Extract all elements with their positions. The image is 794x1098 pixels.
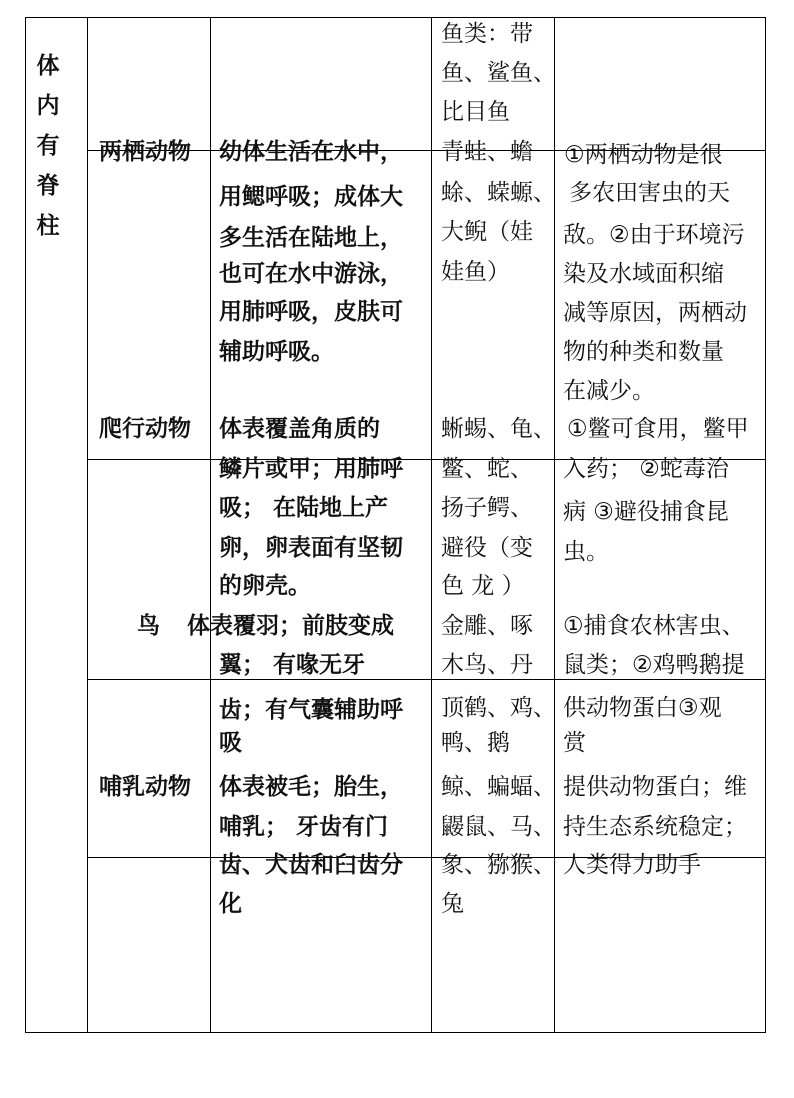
reptile-example-line: 色 龙 ） (441, 573, 525, 599)
mammal-feature-line: 化 (219, 891, 242, 917)
reptile-example-line: 鳖、蛇、 (441, 456, 533, 482)
amphibian-relation-line: 多农田害虫的天 (569, 180, 730, 206)
amphibian-example-line: 蜍、蝾螈、 (441, 180, 556, 206)
table-border-top (25, 17, 766, 18)
table-divider-col1 (87, 17, 88, 1033)
reptile-example-line: 蜥蜴、龟、 (441, 416, 556, 442)
bird-relation-line: ①捕食农林害虫、 (563, 613, 745, 639)
reptile-feature-line: 体表覆盖角质的 (219, 416, 380, 442)
reptile-feature-line: 卵，卵表面有坚韧 (219, 535, 403, 561)
bird-feature-line: 翼； 有喙无牙 (219, 652, 366, 678)
bird-relation-line: 赏 (563, 730, 586, 756)
amphibian-feature-line: 幼体生活在水中， (219, 139, 403, 165)
table-divider-col3 (431, 17, 432, 1033)
fish-examples-line: 鱼、鲨鱼、 (441, 60, 556, 86)
amphibian-example-line: 大鲵（娃 (441, 219, 533, 245)
table-border-bottom (25, 1032, 766, 1033)
reptile-feature-line: 鳞片或甲；用肺呼 (219, 456, 403, 482)
reptile-relation-line: 虫。 (563, 539, 609, 565)
mammal-example-line: 象、猕猴、 (441, 852, 556, 878)
table-border-left (25, 17, 26, 1033)
bird-feature-line: 齿；有气囊辅助呼 (219, 697, 403, 723)
mammal-feature-line: 体表被毛；胎生， (219, 774, 403, 800)
mammal-feature-line: 齿、犬齿和臼齿分 (219, 852, 403, 878)
amphibian-relation-line: 染及水域面积缩 (563, 261, 724, 287)
mammal-example-line: 鼹鼠、马、 (441, 814, 556, 840)
amphibian-name: 两栖动物 (99, 139, 191, 165)
amphibian-feature-line: 多生活在陆地上， (219, 225, 403, 251)
mammal-feature-line: 哺乳； 牙齿有门 (219, 814, 389, 840)
amphibian-relation-line: 减等原因，两栖动 (563, 300, 747, 326)
amphibian-relation-line: 敌。②由于环境污 (563, 222, 745, 248)
bird-feature-line: 吸 (219, 730, 242, 756)
bird-relation-line: 鼠类；②鸡鸭鹅提 (563, 652, 745, 678)
amphibian-feature-line: 辅助呼吸。 (219, 339, 334, 365)
bird-example-line: 顶鹤、鸡、 (441, 695, 556, 721)
amphibian-relation-line: ①两栖动物是很 (564, 142, 723, 168)
reptile-relation-line: 入药； ②蛇毒治 (563, 456, 729, 482)
bird-name: 鸟 (137, 613, 160, 639)
fish-examples-line: 鱼类：带 (441, 21, 533, 47)
amphibian-relation-line: 物的种类和数量 (563, 339, 724, 365)
mammal-example-line: 兔 (441, 891, 464, 917)
reptile-example-line: 扬子鳄、 (441, 495, 533, 521)
amphibian-relation-line: 在减少。 (563, 378, 655, 404)
left-category-label: 体内有脊柱 (36, 53, 60, 239)
bird-example-line: 金雕、啄 (441, 613, 533, 639)
amphibian-feature-line: 也可在水中游泳， (219, 261, 403, 287)
reptile-feature-line: 的卵壳。 (219, 573, 311, 599)
amphibian-feature-line: 用肺呼吸，皮肤可 (219, 299, 403, 325)
mammal-relation-line: 持生态系统稳定； (563, 814, 747, 840)
table-divider-col2 (210, 17, 211, 1033)
reptile-relation-line: 病 ③避役捕食昆 (563, 499, 729, 525)
mammal-example-line: 鲸、蝙蝠、 (441, 774, 556, 800)
mammal-name: 哺乳动物 (99, 774, 191, 800)
amphibian-example-line: 青蛙、蟾 (441, 139, 533, 165)
reptile-name: 爬行动物 (99, 416, 191, 442)
bird-feature-line: 体表覆羽；前肢变成 (187, 613, 394, 639)
bird-relation-line: 供动物蛋白③观 (563, 695, 722, 721)
bird-example-line: 木鸟、丹 (441, 652, 533, 678)
reptile-relation-line: ①鳖可食用，鳖甲 (567, 416, 749, 442)
amphibian-example-line: 娃鱼） (441, 259, 510, 285)
reptile-example-line: 避役（变 (441, 535, 533, 561)
reptile-feature-line: 吸； 在陆地上产 (219, 495, 389, 521)
mammal-relation-line: 提供动物蛋白；维 (563, 774, 747, 800)
mammal-relation-line: 人类得力助手 (563, 852, 701, 878)
fish-examples-line: 比目鱼 (441, 99, 510, 125)
bird-example-line: 鸭、鹅 (441, 730, 510, 756)
table-border-right (765, 17, 766, 1033)
amphibian-feature-line: 用鳃呼吸；成体大 (219, 184, 403, 210)
